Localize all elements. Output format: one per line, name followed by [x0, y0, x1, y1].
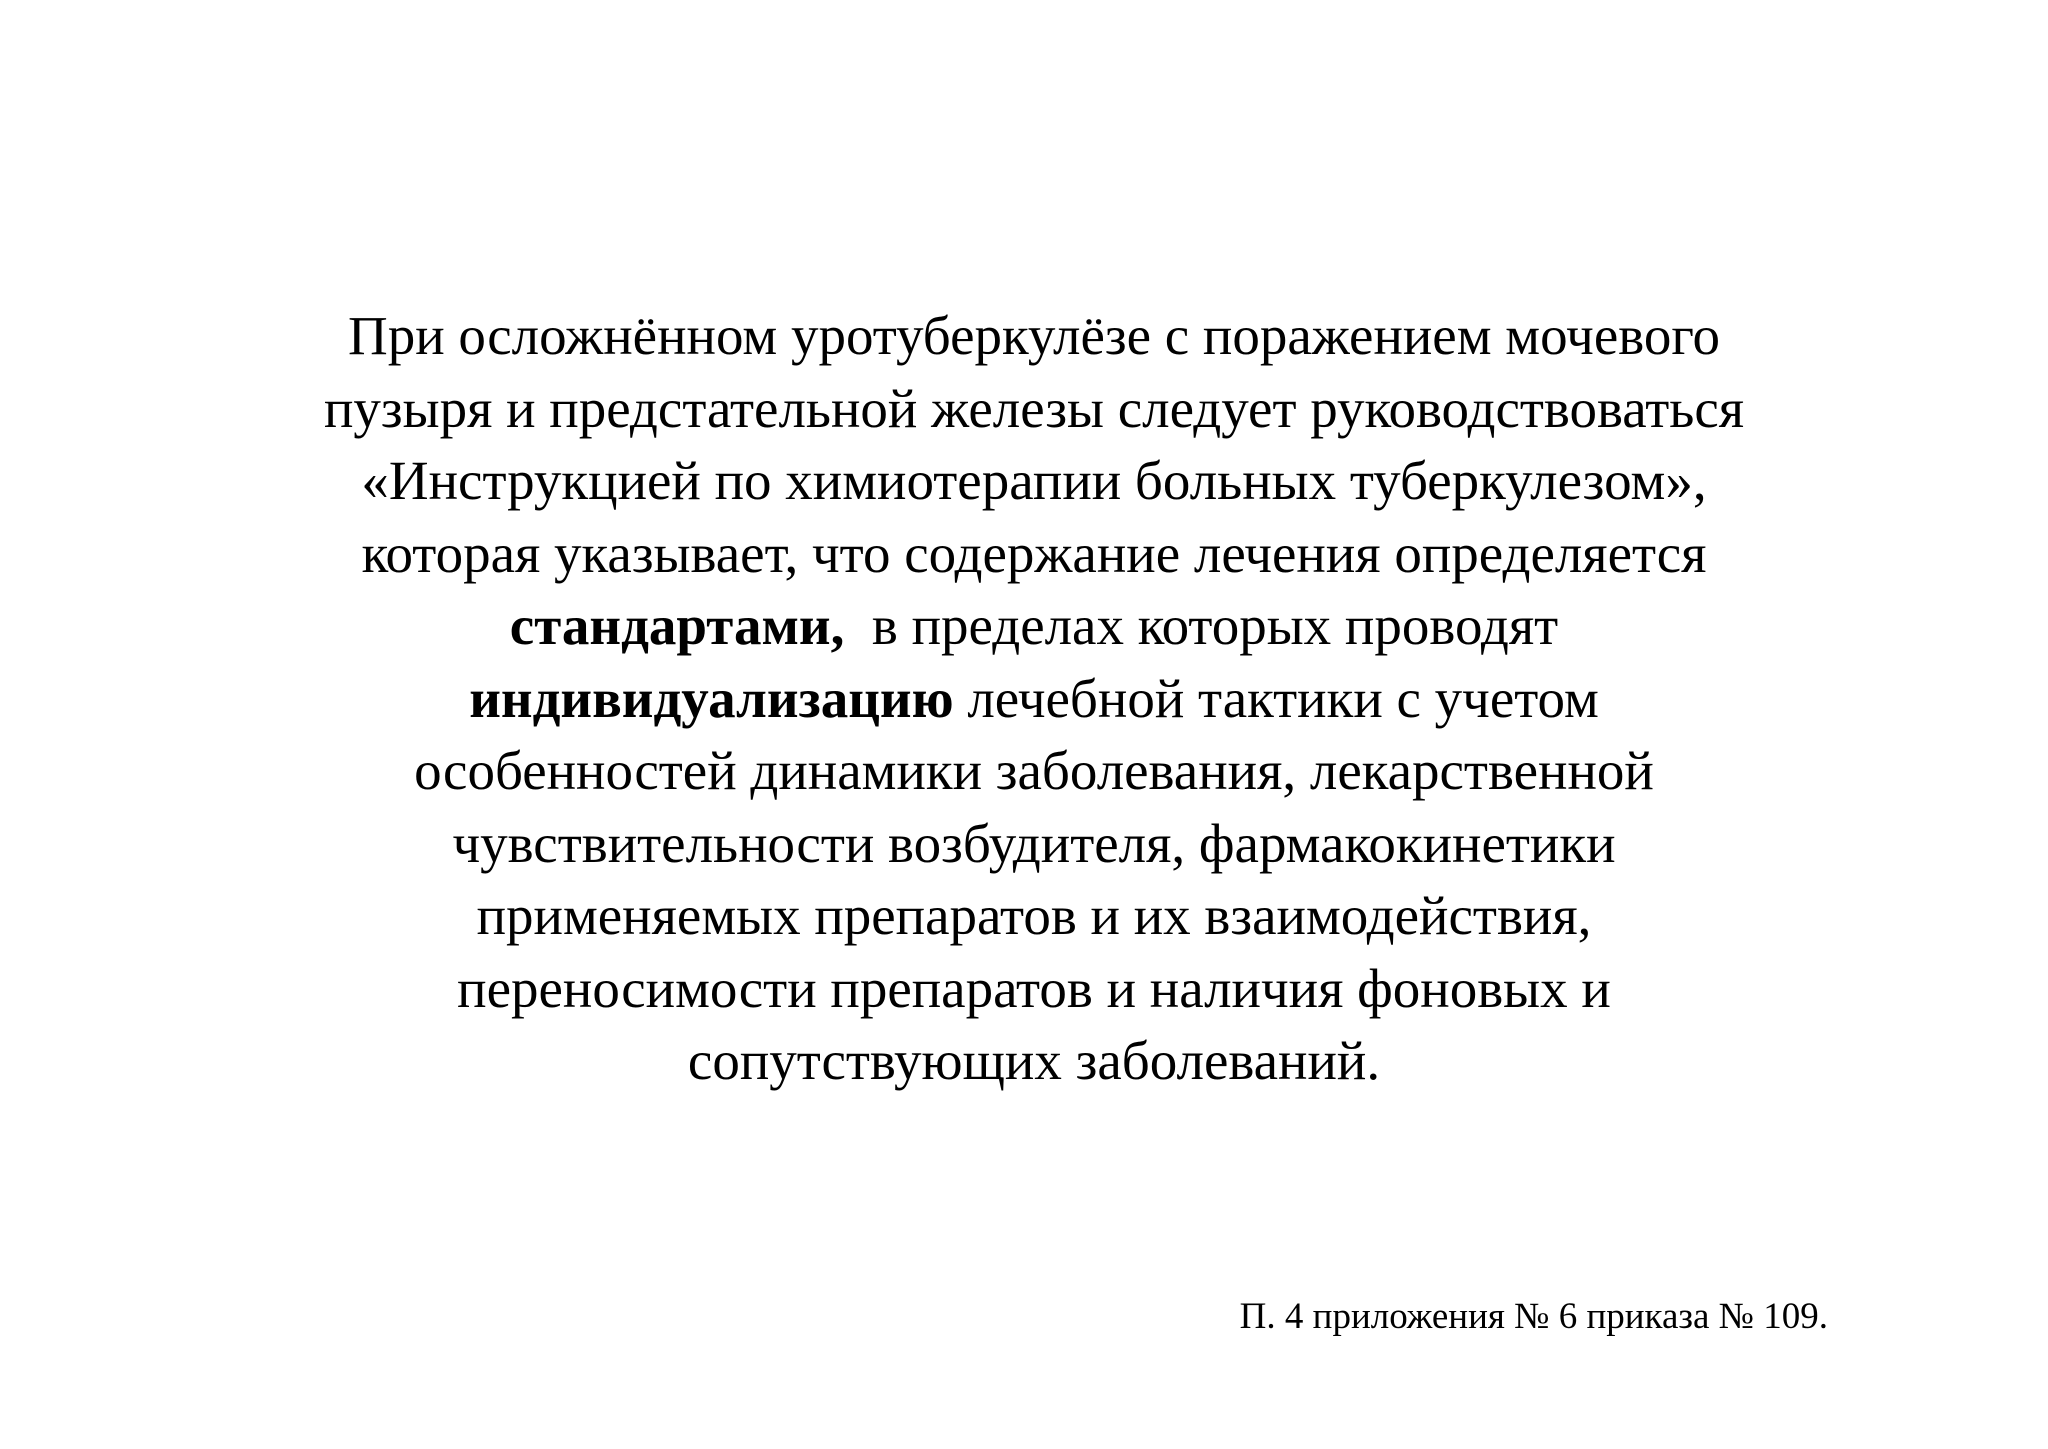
paragraph-line-10: [224, 953, 1844, 1026]
line-5-text: в пределах которых проводят: [844, 595, 1559, 656]
main-paragraph: [224, 300, 1844, 1098]
line-7-text: особенностей динамики заболевания, лекарственной: [414, 740, 1654, 801]
paragraph-line-9: [224, 880, 1844, 953]
paragraph-line-8: [224, 808, 1844, 881]
paragraph-line-3: [224, 445, 1844, 518]
line-2-text: пузыря и предстательной железы следует руководствоваться: [323, 377, 1745, 439]
paragraph-line-11: [224, 1025, 1844, 1098]
line-4-text: которая указывает, что содержание лечения определяется: [361, 522, 1707, 584]
line-8-text: чувствительности возбудителя, фармакокинетики: [452, 812, 1616, 874]
line-9-text: применяемых препаратов и их взаимодействия,: [476, 885, 1592, 946]
bold-term-individualization: индивидуализацию: [469, 667, 954, 729]
paragraph-line-5: [224, 590, 1844, 663]
bold-term-standards: стандартами,: [509, 595, 845, 656]
line-1-text: При осложнённом уротуберкулёзе с поражением мочевого: [347, 305, 1721, 366]
line-6-text: лечебной тактики с учетом: [953, 667, 1599, 729]
paragraph-line-6: [224, 663, 1844, 736]
line-10-text: переносимости препаратов и наличия фоновых и: [457, 957, 1611, 1019]
line-3-text: «Инструкцией по химиотерапии больных туберкулезом»,: [361, 450, 1707, 511]
paragraph-line-1: [224, 300, 1844, 373]
line-11-text: сопутствующих заболеваний.: [687, 1030, 1381, 1091]
paragraph-line-7: [224, 735, 1844, 808]
paragraph-line-4: [224, 518, 1844, 591]
footnote-reference: П. 4 приложения № 6 приказа № 109.: [1239, 1296, 1828, 1337]
paragraph-line-2: [224, 373, 1844, 446]
